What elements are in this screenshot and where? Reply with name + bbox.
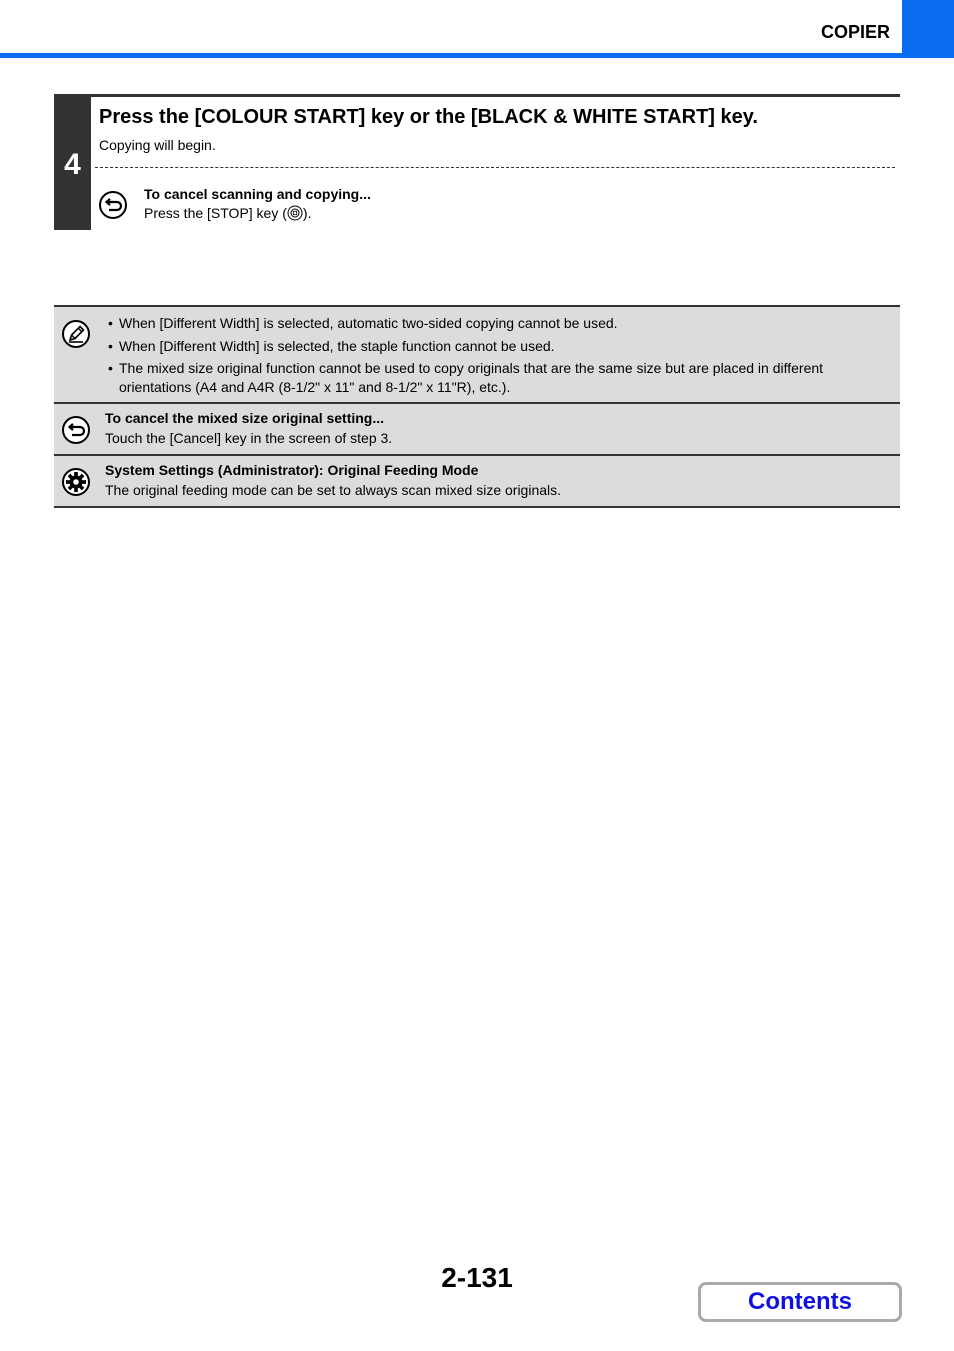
note-row-cautions [54, 305, 900, 402]
cancel-scan-text [144, 205, 311, 221]
cancel-mixed-title: To cancel the mixed size original setting... [105, 410, 385, 426]
list-item: • When [Different Width] is selected, the staple function cannot be used. [108, 337, 868, 356]
cancel-scan-text-before: Press the [STOP] key ( [144, 205, 287, 221]
step-title: Press the [COLOUR START] key or the [BLACK & WHITE START] key. [99, 106, 758, 128]
cancel-arrow-icon [98, 190, 128, 220]
stop-key-icon [287, 205, 303, 221]
caution-list [108, 314, 868, 401]
section-title: COPIER [820, 22, 890, 42]
list-item: • When [Different Width] is selected, automatic two-sided copying cannot be used. [108, 314, 868, 333]
pencil-note-icon [61, 319, 91, 349]
step-block [54, 94, 900, 230]
cancel-scan-title: To cancel scanning and copying... [144, 186, 371, 202]
cancel-arrow-icon [61, 415, 91, 445]
notes-panel [54, 305, 900, 508]
system-settings-text: The original feeding mode can be set to always scan mixed size originals. [105, 482, 562, 498]
note-row-cancel [54, 402, 900, 454]
cancel-mixed-text: Touch the [Cancel] key in the screen of step 3. [105, 430, 393, 446]
step-number: 4 [64, 148, 81, 181]
header-rule [0, 53, 902, 58]
section-tab [902, 0, 954, 58]
contents-button[interactable]: Contents [698, 1282, 902, 1322]
page-number: 2-131 [441, 1262, 513, 1293]
cancel-scan-text-after: ). [302, 205, 312, 221]
list-item: • The mixed size original function cannot be used to copy originals that are the same size but are placed in different orientations (A4 and A4R (8-1/2" x 11" and 8-1/2" x 11"R), etc.). [108, 359, 868, 397]
step-description: Copying will begin. [99, 137, 216, 153]
step-top-rule [91, 94, 900, 97]
dashed-divider [95, 167, 895, 168]
system-settings-title: System Settings (Administrator): Original Feeding Mode [105, 462, 479, 478]
gear-icon [61, 467, 91, 497]
note-row-system-settings [54, 454, 900, 508]
